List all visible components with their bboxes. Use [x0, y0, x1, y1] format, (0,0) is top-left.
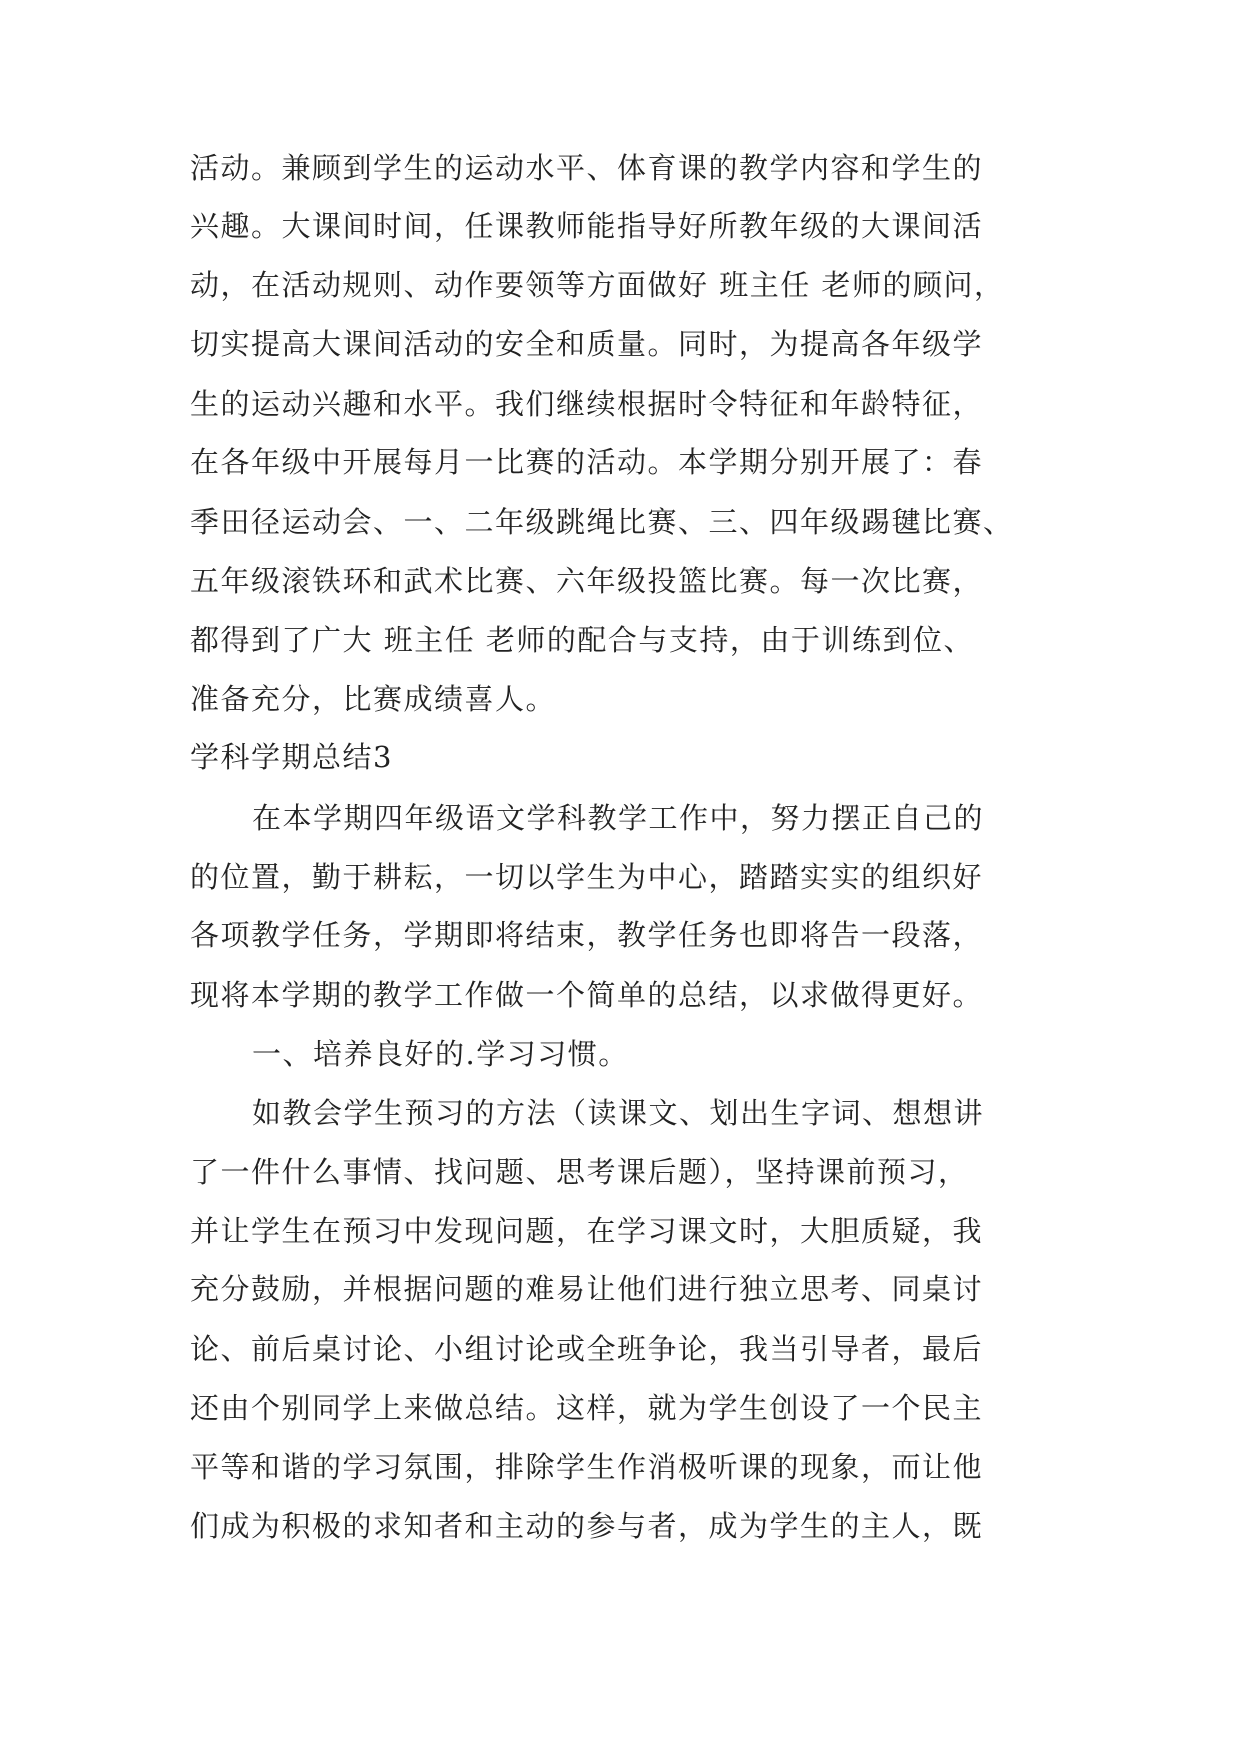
paragraph-line: 并让学生在预习中发现问题，在学习课文时，大胆质疑，我	[190, 1214, 984, 1248]
paragraph-line: 现将本学期的教学工作做一个简单的总结，以求做得更好。	[190, 978, 984, 1012]
paragraph-line: 活动。兼顾到学生的运动水平、体育课的教学内容和学生的	[190, 151, 984, 185]
paragraph-line: 还由个别同学上来做总结。这样，就为学生创设了一个民主	[190, 1391, 984, 1425]
paragraph-line: 如教会学生预习的方法（读课文、划出生字词、想想讲	[252, 1096, 985, 1130]
paragraph-line: 的位置，勤于耕耘，一切以学生为中心，踏踏实实的组织好	[190, 860, 984, 894]
subheading: 一、培养良好的.学习习惯。	[252, 1037, 629, 1071]
paragraph-line: 都得到了广大 班主任 老师的配合与支持，由于训练到位、	[190, 623, 974, 657]
paragraph-line: 充分鼓励，并根据问题的难易让他们进行独立思考、同桌讨	[190, 1272, 984, 1306]
paragraph-line: 兴趣。大课间时间，任课教师能指导好所教年级的大课间活	[190, 209, 984, 243]
paragraph-line: 论、前后桌讨论、小组讨论或全班争论，我当引导者，最后	[190, 1332, 984, 1366]
paragraph-line: 生的运动兴趣和水平。我们继续根据时令特征和年龄特征，	[190, 387, 984, 421]
paragraph-line: 平等和谐的学习氛围，排除学生作消极听课的现象，而让他	[190, 1450, 984, 1484]
paragraph-line: 准备充分，比赛成绩喜人。	[190, 682, 557, 716]
paragraph-line: 了一件什么事情、找问题、思考课后题），坚持课前预习，	[190, 1155, 969, 1189]
paragraph-line: 们成为积极的求知者和主动的参与者，成为学生的主人，既	[190, 1509, 984, 1543]
paragraph-line: 五年级滚铁环和武术比赛、六年级投篮比赛。每一次比赛，	[190, 564, 984, 598]
paragraph-line: 各项教学任务，学期即将结束，教学任务也即将告一段落，	[190, 918, 984, 952]
paragraph-line: 在本学期四年级语文学科教学工作中，努力摆正自己的	[252, 801, 985, 835]
paragraph-line: 切实提高大课间活动的安全和质量。同时，为提高各年级学	[190, 327, 984, 361]
paragraph-line: 季田径运动会、一、二年级跳绳比赛、三、四年级踢毽比赛、	[190, 505, 1014, 539]
section-title: 学科学期总结3	[190, 740, 393, 774]
paragraph-line: 动，在活动规则、动作要领等方面做好 班主任 老师的顾问，	[190, 268, 1005, 302]
paragraph-line: 在各年级中开展每月一比赛的活动。本学期分别开展了：春	[190, 445, 984, 479]
